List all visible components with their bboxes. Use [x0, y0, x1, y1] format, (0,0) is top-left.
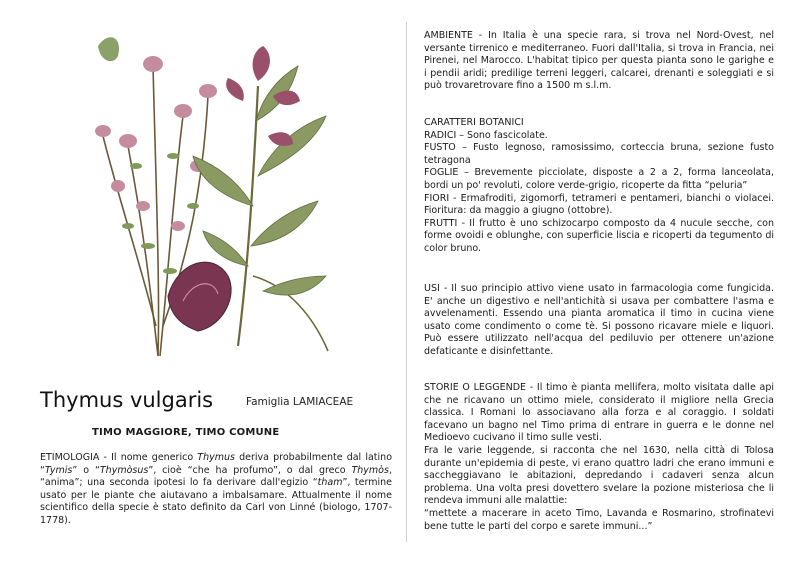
- section-caratteri-botanici: [424, 117, 774, 256]
- thyme-sage-illustration: [88, 26, 338, 361]
- title-row: [40, 388, 390, 416]
- fusto-text: FUSTO – Fusto legnoso, ramosissimo, corteccia bruna, sezione fusto tetragona: [424, 142, 774, 166]
- family-name: Famiglia LAMIACEAE: [246, 396, 354, 408]
- etymology-text: ”, termine usato per le piante che aiutavano a imbalsamare. Attualmente il nome scientifico della specie è stato definito da Carl von Linné (biologo, 1707-1778).: [40, 477, 393, 526]
- etymology-italic: tham: [317, 477, 343, 489]
- caratteri-title: CARATTERI BOTANICI: [424, 117, 524, 128]
- section-ambiente: [424, 30, 774, 93]
- column-divider: [406, 22, 407, 542]
- etymology-text: , “anima”; una seconda ipotesi lo fa derivare dall'egizio “: [40, 464, 392, 489]
- ambiente-text: AMBIENTE - In Italia è una specie rara, si trova nel Nord-Ovest, nel versante tirrenico e mediterraneo. Fuori dall'Italia, si trova in Francia, nei Pirenei, nel Marocco. L'habitat tipico per questa pianta sono le garighe e i pendii aridi; predilige terreni leggeri, calcarei, drenanti e soleggiati e si può trovaretrovare fino a 1500 m s.l.m.: [424, 30, 774, 92]
- etymology-paragraph: [40, 452, 392, 528]
- storie-text-1: STORIE O LEGGENDE - Il timo è pianta mellifera, molto visitata dalle api che ne ricavano un ottimo miele, considerato il migliore nella Grecia classica. I Romani lo associavano alla forza e al coraggio. I soldati facevano un bagno nel Timo prima di entrare in guerra e le donne nel Medioevo cucivano il timo sulle vesti.: [424, 382, 774, 444]
- frutti-text: FRUTTI - Il frutto è uno schizocarpo composto da 4 nucule secche, con forme ovoidi e oblunghe, con superficie liscia e ricoperti da tegumento di color bruno.: [424, 217, 774, 254]
- usi-text: USI - Il suo principio attivo viene usato in farmacologia come fungicida. E' anche un digestivo e nell'antichità si usava per combattere l'asma e avvelenamenti. Essendo una pianta aromatica il timo in cucina viene usato come condimento o come tè. Si possono ricavare miele e liquori. Può essere utilizzato nell'acqua del pediluvio per ottenere un'azione defaticante e disinfettante.: [424, 283, 774, 357]
- etymology-text: ”, cioè “che ha profumo”, o dal greco: [148, 464, 352, 476]
- common-names: TIMO MAGGIORE, TIMO COMUNE: [92, 427, 280, 438]
- etymology-text: ETIMOLOGIA - Il nome generico: [40, 452, 198, 463]
- section-storie-leggende: [424, 382, 774, 533]
- radici-text: RADICI – Sono fascicolate.: [424, 129, 548, 141]
- etymology-text: deriva probabilmente dal latino “: [40, 452, 392, 476]
- fiori-text: FIORI - Ermafroditi, zigomorfi, tetrameri e pentameri, bianchi o violacei. Fioritura: da maggio a giugno (ottobre).: [424, 192, 774, 217]
- species-name: Thymus vulgaris: [40, 388, 214, 412]
- storie-text-2: Fra le varie leggende, si racconta che nel 1630, nella città di Tolosa durante un'epidemia di peste, vi erano quattro ladri che erano immuni e saccheggiavano le abitazioni, depredando i cadaveri senza alcun problema. Una volta presi dovettero svelare la pozione misteriosa che li rendeva immuni alle malattie:: [424, 444, 774, 507]
- etymology-text: ” o “: [72, 464, 100, 476]
- storie-text-3: “mettete a macerare in aceto Timo, Lavanda e Rosmarino, strofinatevi bene tutte le parti del corpo e sarete immuni...”: [424, 507, 774, 532]
- foglie-text: FOGLIE – Brevemente picciolate, disposte a 2 a 2, forma lanceolata, bordi un po' revoluti, colore verde-grigio, ricoperte da fitta “peluria”: [424, 167, 774, 191]
- etymology-italic: Thymòs: [351, 464, 389, 476]
- section-usi: [424, 283, 774, 359]
- etymology-italic: Thymòsus: [99, 464, 149, 476]
- etymology-italic: Tymis: [44, 464, 73, 476]
- etymology-italic: Thymus: [197, 452, 235, 463]
